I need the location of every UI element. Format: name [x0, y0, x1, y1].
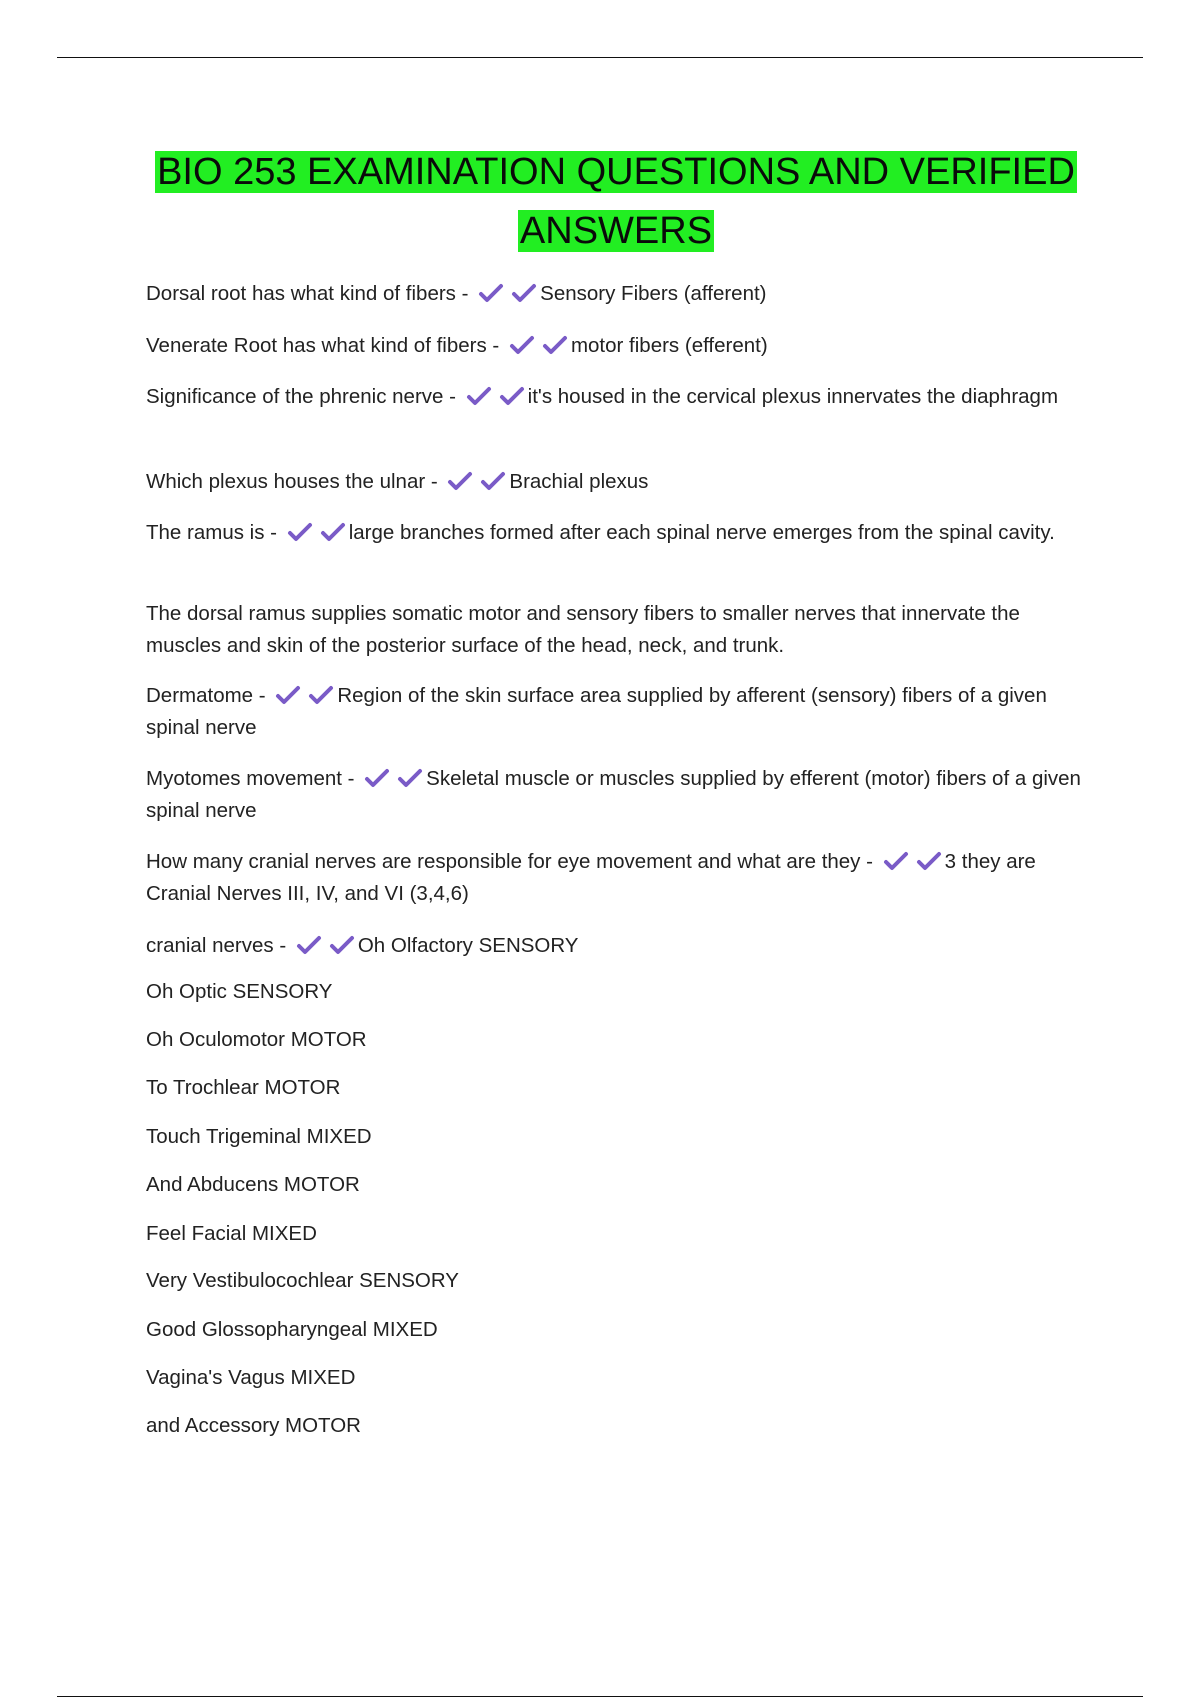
separator: -	[486, 334, 505, 357]
text-line: Touch Trigeminal MIXED	[146, 1125, 372, 1148]
checkmark-icon	[397, 768, 423, 788]
text-line: The dorsal ramus supplies somatic motor and sensory fibers to smaller nerves that innervate the muscles and skin of the posterior surface of the head, neck, and trunk.	[146, 602, 1020, 657]
checkmark-icon	[320, 522, 346, 542]
qa-item	[146, 846, 1086, 910]
separator: -	[860, 850, 879, 873]
document-title	[120, 143, 1112, 261]
answer-text: Skeletal muscle or muscles supplied by efferent (motor) fibers of a given spinal nerve	[146, 767, 1081, 822]
answer-text: it's housed in the cervical plexus innervates the diaphragm	[527, 385, 1059, 408]
answer-text: Oh Olfactory SENSORY	[357, 934, 579, 957]
question-text: Myotomes movement	[146, 767, 342, 790]
title-line-1: BIO 253 EXAMINATION QUESTIONS AND VERIFIED	[157, 151, 1075, 193]
bottom-rule	[57, 1696, 1143, 1697]
text-line: and Accessory MOTOR	[146, 1414, 361, 1437]
checkmark-icon	[447, 471, 473, 491]
checkmark-icon	[478, 283, 504, 303]
checkmark-icon	[883, 851, 909, 871]
checkmark-icon	[308, 685, 334, 705]
qa-item	[146, 680, 1086, 744]
question-text: Venerate Root has what kind of fibers	[146, 334, 487, 357]
question-text: Dermatome	[146, 684, 254, 707]
question-text: Significance of the phrenic nerve	[146, 385, 444, 408]
text-line: To Trochlear MOTOR	[146, 1076, 341, 1099]
checkmark-icon	[542, 335, 568, 355]
checkmark-icon	[509, 335, 535, 355]
checkmark-icon	[296, 935, 322, 955]
text-line: Feel Facial MIXED	[146, 1222, 317, 1245]
checkmark-icon	[480, 471, 506, 491]
qa-item	[146, 466, 1086, 498]
top-rule	[57, 57, 1143, 58]
text-line: And Abducens MOTOR	[146, 1173, 360, 1196]
title-line-2: ANSWERS	[519, 210, 713, 252]
qa-item	[146, 763, 1086, 827]
answer-text: large branches formed after each spinal nerve emerges from the spinal cavity.	[348, 521, 1055, 544]
separator: -	[443, 385, 462, 408]
question-text: The ramus is	[146, 521, 265, 544]
qa-item	[146, 381, 1086, 413]
separator: -	[273, 934, 292, 957]
qa-item	[146, 330, 1086, 362]
answer-text: Region of the skin surface area supplied by afferent (sensory) fibers of a given spinal nerve	[146, 684, 1047, 739]
checkmark-icon	[275, 685, 301, 705]
question-text: cranial nerves	[146, 934, 274, 957]
text-line: Oh Oculomotor MOTOR	[146, 1028, 367, 1051]
answer-text: motor fibers (efferent)	[570, 334, 768, 357]
text-line: Vagina's Vagus MIXED	[146, 1366, 356, 1389]
question-text: Which plexus houses the ulnar	[146, 470, 426, 493]
checkmark-icon	[499, 386, 525, 406]
separator: -	[264, 521, 283, 544]
text-line: Good Glossopharyngeal MIXED	[146, 1318, 438, 1341]
checkmark-icon	[329, 935, 355, 955]
qa-item	[146, 278, 1086, 310]
checkmark-icon	[511, 283, 537, 303]
checkmark-icon	[287, 522, 313, 542]
answer-text: 3 they are Cranial Nerves III, IV, and VI (3,4,6)	[146, 850, 1036, 905]
checkmark-icon	[916, 851, 942, 871]
text-line: Oh Optic SENSORY	[146, 980, 333, 1003]
question-text: How many cranial nerves are responsible for eye movement and what are they	[146, 850, 861, 873]
question-text: Dorsal root has what kind of fibers	[146, 282, 456, 305]
separator: -	[341, 767, 361, 790]
checkmark-icon	[466, 386, 492, 406]
checkmark-icon	[364, 768, 390, 788]
text-line: Very Vestibulocochlear SENSORY	[146, 1269, 459, 1292]
qa-item	[146, 930, 1086, 962]
qa-item	[146, 517, 1086, 549]
separator: -	[253, 684, 272, 707]
separator: -	[455, 282, 475, 305]
answer-text: Brachial plexus	[509, 470, 649, 493]
answer-text: Sensory Fibers (afferent)	[540, 282, 767, 305]
separator: -	[425, 470, 444, 493]
